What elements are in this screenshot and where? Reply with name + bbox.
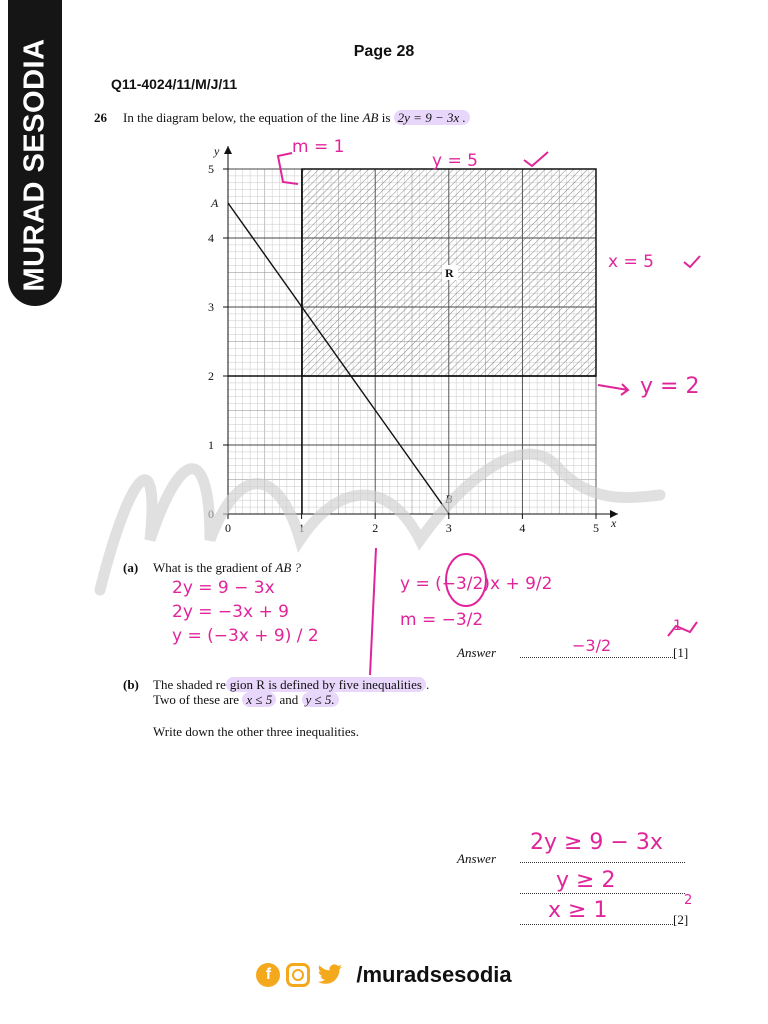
part-b-answer-line: [520, 862, 685, 863]
y-tick-label: 3: [208, 300, 214, 314]
working-step: y = (−3/2)x + 9/2: [400, 574, 553, 594]
annotation-y5: y = 5: [432, 151, 478, 171]
stem-text: In the diagram below, the equation of the line: [123, 110, 360, 125]
question-number: 26: [94, 110, 107, 125]
annotation-y2: y = 2: [640, 374, 700, 399]
part-a-score: 1: [673, 618, 682, 634]
instagram-lens-icon: [292, 969, 304, 981]
y-axis-label: y: [214, 144, 220, 158]
part-b-score: 2: [684, 893, 693, 908]
working-step: m = −3/2: [400, 610, 484, 630]
page-title: Page 28: [353, 43, 415, 60]
part-a-label: (a): [123, 560, 139, 575]
bracket-mark: [278, 153, 298, 184]
twitter-icon[interactable]: [316, 964, 344, 986]
part-a-answer-label: Answer: [457, 645, 496, 660]
part-b-line2: [153, 692, 339, 708]
part-b-line1: [153, 677, 429, 693]
part-b-label: (b): [123, 677, 139, 692]
part-b-answer-line: [520, 893, 685, 894]
part-b-answer-label: Answer: [457, 851, 496, 866]
inequality-highlight: [242, 692, 276, 707]
x-tick-label: 1: [298, 521, 305, 535]
part-a-answer: −3/2: [572, 636, 612, 655]
part-b-answer-line: [520, 924, 673, 925]
working-divider: [370, 548, 376, 675]
part-a-question-line: AB ?: [275, 560, 302, 575]
y-tick-label: 4: [208, 231, 214, 245]
equation: 2y = 9 − 3x .: [397, 110, 466, 125]
part-a-mark: [1]: [673, 645, 689, 660]
y-tick-label: 0: [208, 507, 214, 521]
brand-sidebar-text: MURAD SESODIA: [18, 38, 51, 292]
x-tick-label: 0: [225, 521, 231, 535]
part-b-answer-1: 2y ≥ 9 − 3x: [530, 830, 663, 855]
working-step: y = (−3x + 9) / 2: [172, 626, 319, 646]
x-tick-label: 4: [519, 521, 526, 535]
working-step: 2y = −3x + 9: [172, 602, 289, 622]
part-b-answer-3: x ≥ 1: [548, 898, 608, 923]
inequality-highlight: [302, 692, 339, 707]
part-a-answer-line: [520, 657, 673, 658]
y-tick-label: 1: [208, 438, 214, 452]
part-b-mark: [2]: [673, 912, 689, 927]
part-a-working-left: [172, 576, 319, 648]
region-label: R: [445, 266, 454, 280]
part-a-question: [153, 560, 301, 576]
stem-is: is: [381, 110, 391, 125]
facebook-icon[interactable]: f: [256, 963, 280, 987]
tick-mark-icon: [684, 256, 700, 267]
instagram-icon[interactable]: [286, 963, 310, 987]
x-tick-label: 3: [445, 521, 452, 535]
part-a-working-right: [400, 566, 552, 638]
point-b-label: B: [445, 492, 453, 506]
part-b-instruction: Write down the other three inequalities.: [153, 724, 359, 739]
part-b-line1-end: .: [426, 677, 430, 692]
point-a-label: A: [211, 196, 219, 210]
annotation-x5: x = 5: [608, 252, 654, 272]
part-a-question-text: What is the gradient of: [153, 560, 273, 575]
part-b-answer-2: y ≥ 2: [556, 868, 616, 893]
tick-mark-icon: [524, 152, 548, 166]
social-handle[interactable]: /muradsesodia: [356, 962, 512, 987]
y-tick-label: 5: [208, 162, 214, 176]
part-b-line2-text: Two of these are: [153, 692, 240, 707]
part-b-highlight: gion R is defined by five inequalities: [226, 677, 426, 692]
inequality-x: x ≤ 5: [246, 692, 273, 707]
working-step: 2y = 9 − 3x: [172, 578, 275, 598]
y-axis-arrow: [224, 146, 232, 154]
x-tick-label: 2: [372, 521, 379, 535]
x-tick-label: 5: [593, 521, 599, 535]
stem-line: AB: [362, 110, 379, 125]
arrow-icon: [598, 384, 628, 395]
question-reference: Q11-4024/11/M/J/11: [111, 76, 238, 92]
annotation-m1: m = 1: [292, 137, 345, 157]
and-text: and: [279, 692, 299, 707]
y-tick-label: 2: [208, 369, 214, 383]
inequality-y: y ≤ 5.: [305, 692, 335, 707]
footer-social: [0, 962, 768, 988]
x-axis-label: x: [611, 516, 617, 530]
part-b-line1-text: The shaded re: [153, 677, 226, 692]
